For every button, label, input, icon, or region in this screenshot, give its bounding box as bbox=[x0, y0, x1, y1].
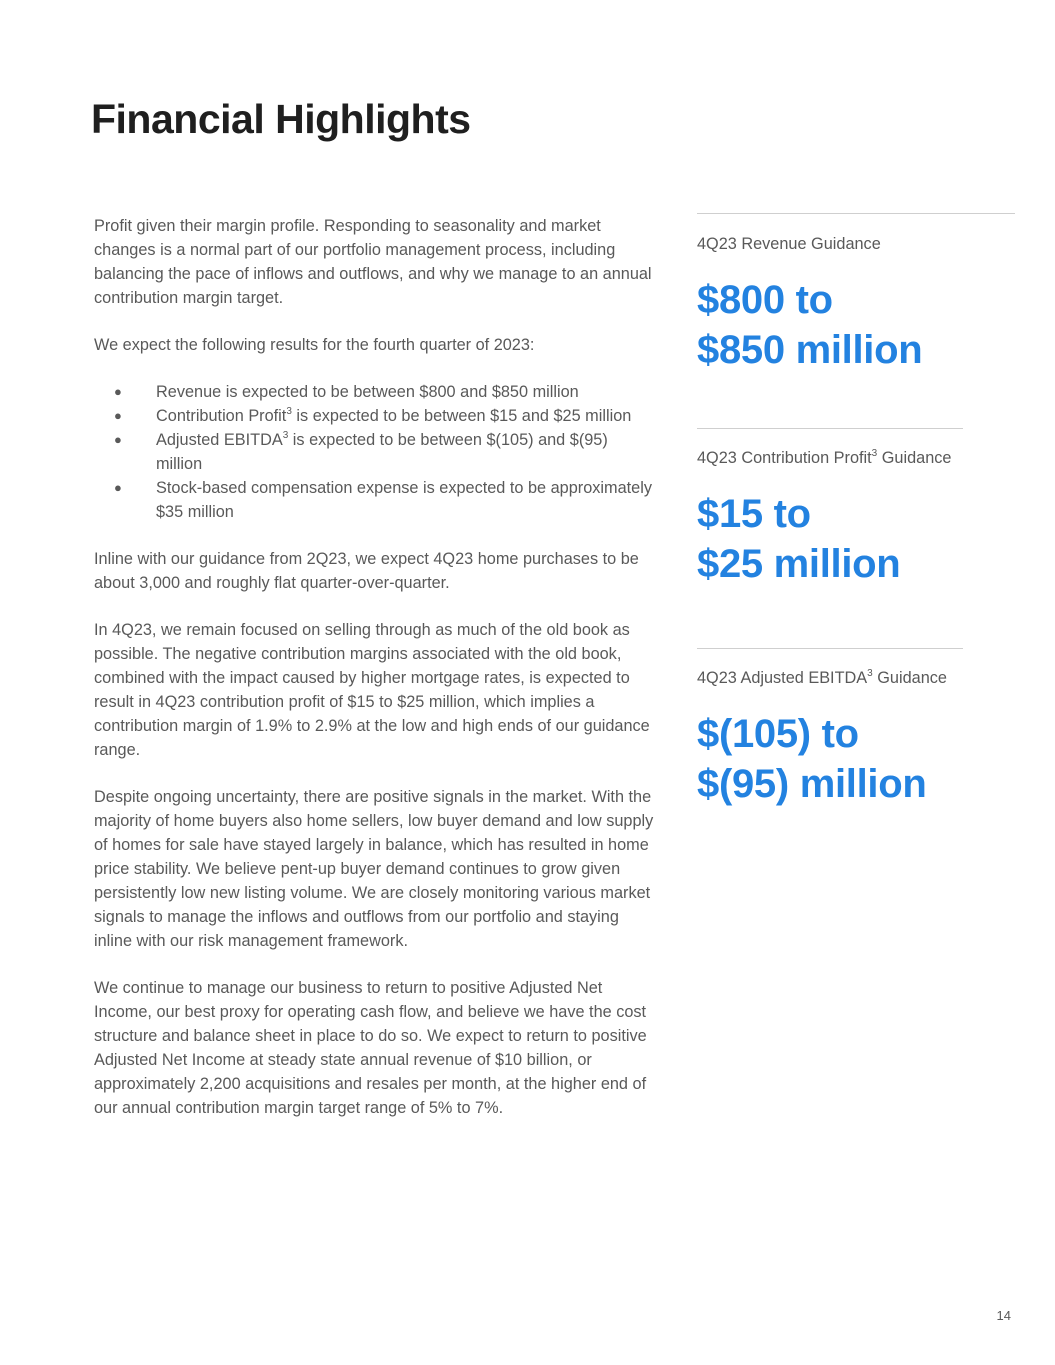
divider bbox=[697, 213, 1015, 214]
ebitda-guidance-label bbox=[697, 667, 963, 689]
intro-paragraph: Profit given their margin profile. Responding to seasonality and market changes is a normal part of our portfolio management process, including balancing the pace of inflows and outflows, and why we manage to an annual contribution margin target. bbox=[94, 217, 652, 307]
adjusted-ebitda-guidance-card bbox=[697, 648, 963, 809]
net-income-paragraph: We continue to manage our business to return to positive Adjusted Net Income, our best proxy for operating cash flow, and believe we have the cost structure and balance sheet in place to do so. We expect to return to positive Adjusted Net Income at steady state annual revenue of $10 billion, or approximately 2,200 acquisitions and resales per month, at the higher end of our annual contribution margin target range of 5% to 7%. bbox=[94, 979, 647, 1117]
bullet-adjusted-ebitda bbox=[94, 428, 654, 476]
bullet-ebitda-text: Adjusted EBITDA bbox=[156, 431, 283, 449]
divider bbox=[697, 648, 963, 649]
bullet-revenue: ● Revenue is expected to be between $800 and $850 million bbox=[94, 380, 654, 404]
ebitda-guidance-value bbox=[697, 709, 963, 809]
guidance-bullet-list bbox=[94, 380, 654, 524]
page-number: 14 bbox=[996, 1308, 1011, 1323]
contribution-guidance-value bbox=[697, 489, 963, 589]
home-purchases-paragraph: Inline with our guidance from 2Q23, we expect 4Q23 home purchases to be about 3,000 and roughly flat quarter-over-quarter. bbox=[94, 550, 639, 592]
bullet-ebitda-text-rest: is expected to be between $(105) and $(95) million bbox=[156, 431, 608, 473]
footnote-ref: 3 bbox=[282, 429, 289, 441]
bullet-contribution-text: Contribution Profit bbox=[156, 407, 287, 425]
footnote-ref: 3 bbox=[871, 447, 878, 459]
revenue-guidance-value bbox=[697, 275, 1015, 375]
divider bbox=[697, 428, 963, 429]
ebitda-guidance-value-line2: $(95) million bbox=[697, 762, 927, 806]
footnote-ref: 3 bbox=[286, 405, 292, 417]
revenue-guidance-label: 4Q23 Revenue Guidance bbox=[697, 235, 881, 253]
bullet-stock-compensation: ● Stock-based compensation expense is expected to be approximately $35 million bbox=[94, 476, 654, 524]
old-book-paragraph: In 4Q23, we remain focused on selling through as much of the old book as possible. The negative contribution margins associated with the old book, combined with the impact caused by higher mortgage rates, is expected to result in 4Q23 contribution profit of $15 to $25 million, which implies a contribution margin of 1.9% to 2.9% at the low and high ends of our guidance range. bbox=[94, 621, 650, 759]
market-signals-paragraph: Despite ongoing uncertainty, there are positive signals in the market. With the majority of home buyers also home sellers, low buyer demand and low supply of homes for sale have stayed largely in balance, which has resulted in home price stability. We believe pent-up buyer demand continues to grow given persistently low new listing volume. We are closely monitoring various market signals to manage the inflows and outflows from our portfolio and staying inline with our risk management framework. bbox=[94, 788, 654, 950]
contribution-guidance-label bbox=[697, 447, 963, 469]
bullet-contribution-text-rest: is expected to be between $15 and $25 million bbox=[291, 407, 632, 425]
ebitda-guidance-value-line1: $(105) to bbox=[697, 712, 859, 756]
footnote-ref: 3 bbox=[867, 667, 873, 679]
contribution-guidance-value-line2: $25 million bbox=[697, 542, 901, 586]
page-title: Financial Highlights bbox=[91, 96, 471, 142]
revenue-guidance-value-line2: $850 million bbox=[697, 328, 923, 372]
body-text-column bbox=[94, 214, 654, 1143]
revenue-guidance-value-line1: $800 to bbox=[697, 278, 833, 322]
contribution-guidance-value-line1: $15 to bbox=[697, 492, 811, 536]
ebitda-guidance-label-text: 4Q23 Adjusted EBITDA bbox=[697, 669, 868, 687]
contribution-profit-guidance-card bbox=[697, 428, 963, 589]
contribution-guidance-label-text: 4Q23 Contribution Profit bbox=[697, 449, 872, 467]
expectations-lead: We expect the following results for the fourth quarter of 2023: bbox=[94, 336, 535, 354]
bullet-contribution-profit bbox=[94, 404, 654, 428]
revenue-guidance-card bbox=[697, 213, 1015, 375]
ebitda-guidance-label-suffix: Guidance bbox=[872, 669, 947, 687]
contribution-guidance-label-suffix: Guidance bbox=[877, 449, 952, 467]
